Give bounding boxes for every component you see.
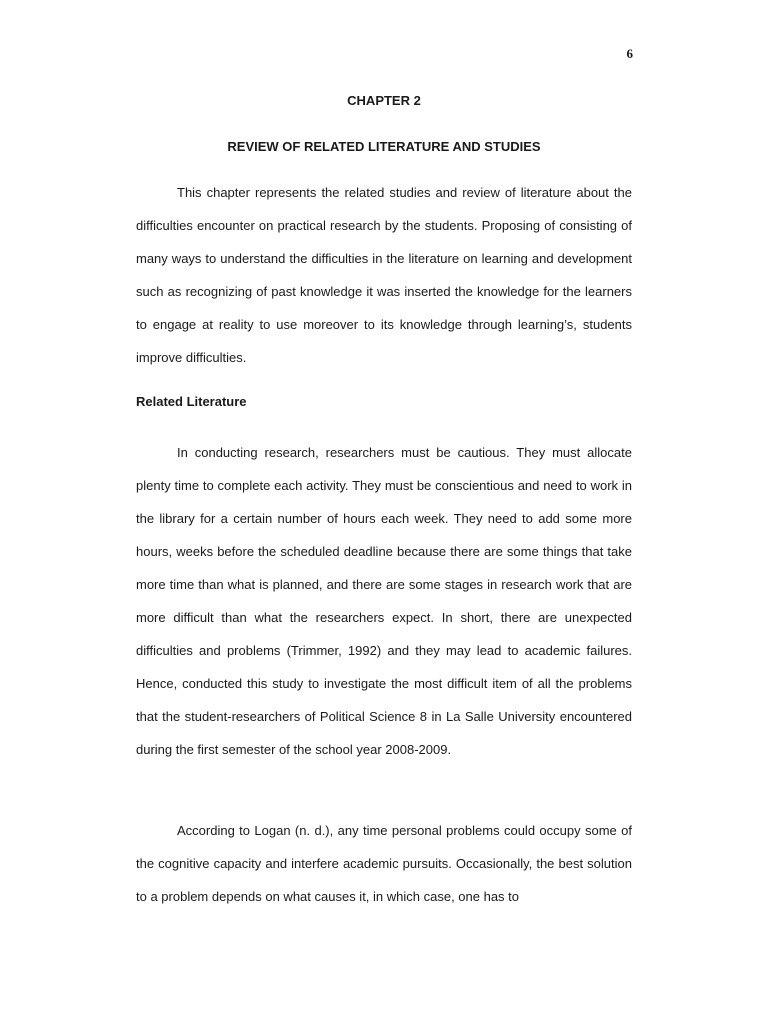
intro-paragraph: This chapter represents the related studies and review of literature about the difficulties encounter on practical research by the students. Proposing of consisting of many ways to understand the difficulties in the literature on learning and development such as recognizing of past knowledge it was inserted the knowledge for the learners to engage at reality to use moreover to its knowledge through learning’s, students improve difficulties. xyxy=(136,185,632,365)
section-heading: Related Literature xyxy=(136,394,247,409)
page-number: 6 xyxy=(626,46,633,61)
chapter-label: CHAPTER 2 xyxy=(347,93,421,108)
body-paragraph: In conducting research, researchers must be cautious. They must allocate plenty time to complete each activity. They must be conscientious and need to work in the library for a certain number of hours each week. They need to add some more hours, weeks before the scheduled deadline because there are some things that take more time than what is planned, and there are some stages in research work that are more difficult than what the researchers expect. In short, there are unexpected difficulties and problems (Trimmer, 1992) and they may lead to academic failures. Hence, conducted this study to investigate the most difficult item of all the problems that the student-researchers of Political Science 8 in La Salle University encountered during the first semester of the school year 2008-2009. xyxy=(136,445,632,757)
chapter-title: REVIEW OF RELATED LITERATURE AND STUDIES xyxy=(227,139,541,154)
body-paragraph: According to Logan (n. d.), any time personal problems could occupy some of the cognitive capacity and interfere academic pursuits. Occasionally, the best solution to a problem depends on what causes it, in which case, one has to xyxy=(136,823,632,904)
